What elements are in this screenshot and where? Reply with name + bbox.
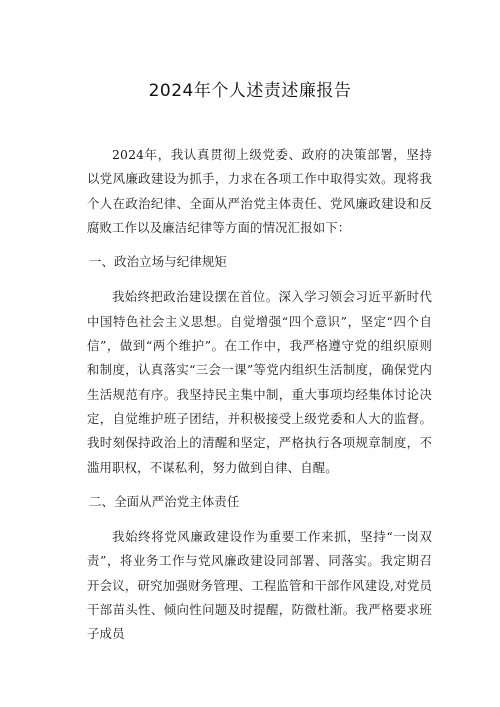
intro-paragraph: 2024年，我认真贯彻上级党委、政府的决策部署，坚持以党风廉政建设为抓手，力求在各项工作中取得实效。现将我个人在政治纪律、全面从严治党主体责任、党风廉政建设和反腐败工作以及廉洁纪律等方面的情况汇报如下： bbox=[87, 147, 432, 235]
section-1-paragraph: 我始终把政治建设摆在首位。深入学习领会习近平新时代中国特色社会主义思想。自觉增强“四个意识”，坚定“四个自信”，做到“两个维护”。在工作中，我严格遵守党的组织原则和制度，认真落实“三会一课”等党内组织生活制度，确保党内生活规范有序。我坚持民主集中制，重大事项均经集体讨论决定，自觉维护班子团结，并积极接受上级党委和人大的监督。我时刻保持政治上的清醒和坚定，严格执行各项规章制度，不滥用职权，不谋私利，努力做到自律、自醒。 bbox=[87, 289, 432, 475]
section-1-heading: 一、政治立场与纪律规矩 bbox=[89, 254, 227, 270]
document-body bbox=[87, 143, 432, 647]
document-title: 2024年个人述责述廉报告 bbox=[148, 81, 352, 101]
section-2-heading: 二、全面从严治党主体责任 bbox=[89, 493, 240, 509]
section-2-paragraph: 我始终将党风廉政建设作为重要工作来抓，坚持“一岗双责”，将业务工作与党风廉政建设同部署、同落实。我定期召开会议，研究加强财务管理、工程监管和干部作风建设,对党员干部苗头性、倾向性问题及时提醒，防微杜渐。我严格要求班子成员 bbox=[87, 529, 432, 642]
